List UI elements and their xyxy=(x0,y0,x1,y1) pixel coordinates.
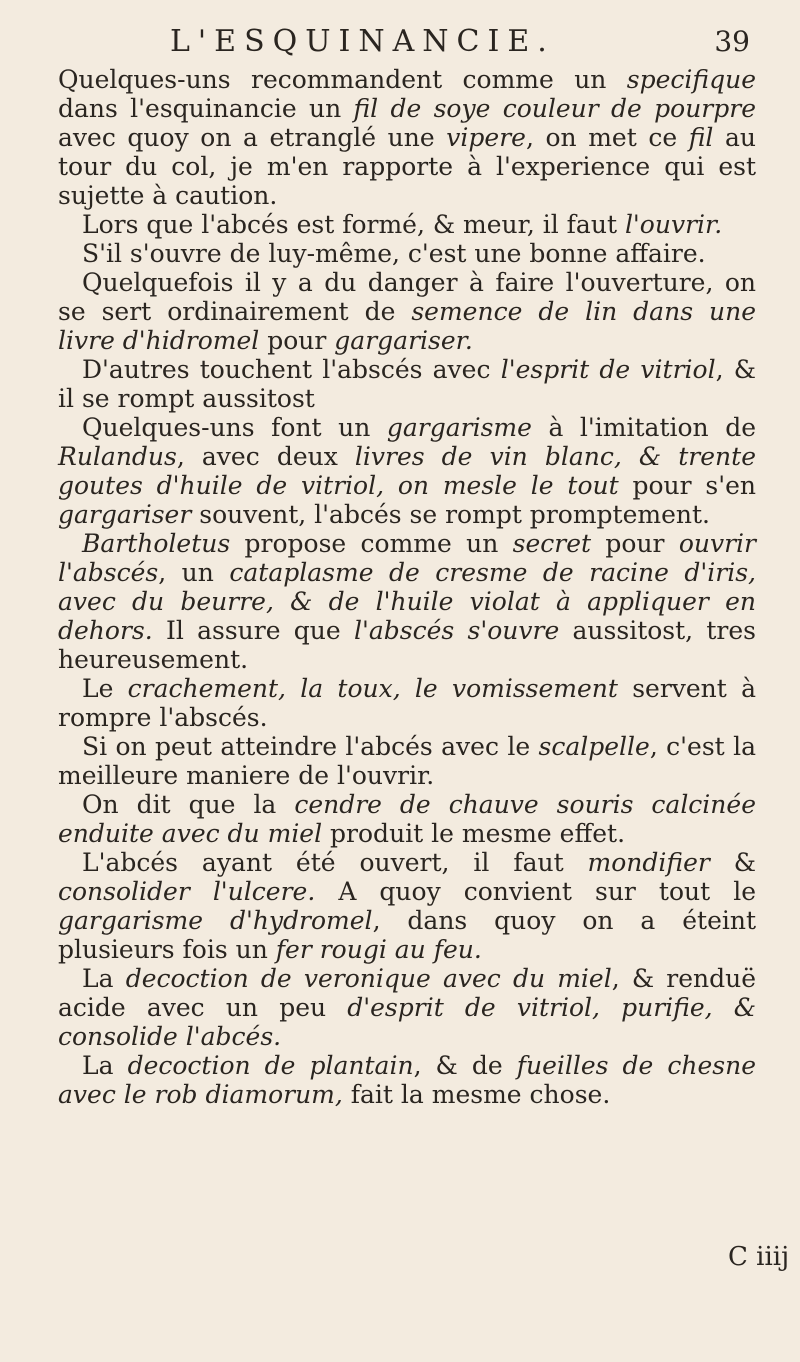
italic-run: semence de lin dans une livre d'hidromel xyxy=(58,297,756,355)
text-run: Le xyxy=(82,674,128,703)
text-run: pour xyxy=(591,529,679,558)
italic-run: mondifier xyxy=(587,848,710,877)
running-title: L'ESQUINANCIE. xyxy=(170,24,555,59)
paragraph xyxy=(58,413,756,529)
italic-run: fer rougi au feu. xyxy=(275,935,482,964)
text-run: souvent, l'abcés se rompt promptement. xyxy=(191,500,710,529)
italic-run: Bartholetus xyxy=(82,529,231,558)
italic-run: cataplasme de cresme de racine d'iris, avec du beurre, & de l'huile violat à appliquer en dehors. xyxy=(58,558,757,645)
italic-run: fil xyxy=(688,123,714,152)
text-run: pour s'en xyxy=(618,471,757,500)
text-run: Si on peut atteindre l'abcés avec le xyxy=(82,732,539,761)
text-run: Lors que l'abcés est formé, & meur, il faut xyxy=(82,210,625,239)
italic-run: decoction de plantain xyxy=(127,1051,414,1080)
italic-run: gargarisme xyxy=(386,413,532,442)
text-run: , on met ce xyxy=(525,123,689,152)
italic-run: fil de soye couleur de pourpre xyxy=(353,94,757,123)
italic-run: Rulandus xyxy=(58,442,177,471)
text-run: On dit que la xyxy=(82,790,295,819)
text-run: , & de xyxy=(413,1051,517,1080)
text-run: & xyxy=(709,848,756,877)
text-run: S'il s'ouvre de luy-même, c'est une bonne affaire. xyxy=(82,239,706,268)
text-run: , & renduë acide avec un peu xyxy=(58,964,757,1022)
italic-run: vipere xyxy=(446,123,526,152)
paragraph xyxy=(58,65,756,210)
text-run: pour xyxy=(259,326,335,355)
text-run: dans l'esquinancie un xyxy=(58,94,354,123)
italic-run: secret xyxy=(512,529,592,558)
italic-run: l'ouvrir. xyxy=(624,210,723,239)
italic-run: gargariser xyxy=(58,500,192,529)
italic-run: d'esprit de vitriol, purifie, & consolide l'abcés. xyxy=(58,993,756,1051)
text-run: propose comme un xyxy=(230,529,513,558)
paragraph xyxy=(58,529,756,674)
text-run: D'autres touchent l'abscés avec xyxy=(82,355,501,384)
text-run: , avec deux xyxy=(176,442,355,471)
text-run: Quelques-uns font un xyxy=(82,413,387,442)
text-run: A quoy convient sur tout le xyxy=(315,877,756,906)
text-run: La xyxy=(82,964,126,993)
italic-run: consolider l'ulcere. xyxy=(58,877,316,906)
text-run: fait la mesme chose. xyxy=(342,1080,611,1109)
italic-run: cendre de chauve souris calcinée enduite avec du miel xyxy=(58,790,756,848)
paragraph xyxy=(58,848,756,964)
text-run: Quelquefois il y a du danger à faire l'ouverture, on se sert ordinairement de xyxy=(58,268,756,326)
page-number: 39 xyxy=(714,25,750,58)
italic-run: crachement, la toux, le vomissement xyxy=(127,674,618,703)
paragraph xyxy=(58,732,756,790)
body-text xyxy=(58,65,756,1109)
text-run: , dans quoy on a éteint plusieurs fois un xyxy=(58,906,757,964)
paragraph xyxy=(58,674,756,732)
paragraph xyxy=(58,210,756,239)
text-run: , un xyxy=(158,558,230,587)
text-run: avec quoy on a etranglé une xyxy=(58,123,447,152)
paragraph xyxy=(58,790,756,848)
signature-mark: C iiij xyxy=(728,1242,790,1272)
text-run: , c'est la meilleure maniere de l'ouvrir. xyxy=(58,732,756,790)
paragraph xyxy=(58,268,756,355)
paragraph xyxy=(58,964,756,1051)
text-run: La xyxy=(82,1051,128,1080)
italic-run: decoction de veronique avec du miel xyxy=(125,964,612,993)
italic-run: gargariser. xyxy=(334,326,473,355)
paragraph xyxy=(58,239,756,268)
text-run: aussitost, tres heureusement. xyxy=(58,616,757,674)
text-run: , & il se rompt aussitost xyxy=(58,355,756,413)
paragraph xyxy=(58,1051,756,1109)
italic-run: gargarisme d'hydromel xyxy=(58,906,373,935)
italic-run: ouvrir l'abscés xyxy=(58,529,756,587)
text-run: Il assure que xyxy=(152,616,354,645)
italic-run: scalpelle xyxy=(538,732,650,761)
text-run: Quelques-uns recommandent comme un xyxy=(58,65,627,94)
text-run: à l'imitation de xyxy=(531,413,756,442)
text-run: produit le mesme effet. xyxy=(322,819,626,848)
italic-run: fueilles de chesne avec le rob diamorum, xyxy=(58,1051,757,1109)
paragraph xyxy=(58,355,756,413)
italic-run: l'abscés s'ouvre xyxy=(354,616,560,645)
running-head xyxy=(170,24,756,59)
text-run: L'abcés ayant été ouvert, il faut xyxy=(82,848,588,877)
italic-run: livres de vin blanc, & trente goutes d'huile de vitriol, on mesle le tout xyxy=(58,442,756,500)
italic-run: l'esprit de vitriol xyxy=(500,355,716,384)
text-run: servent à rompre l'abscés. xyxy=(58,674,756,732)
italic-run: specifique xyxy=(626,65,756,94)
text-run: au tour du col, je m'en rapporte à l'experience qui est sujette à caution. xyxy=(58,123,757,210)
